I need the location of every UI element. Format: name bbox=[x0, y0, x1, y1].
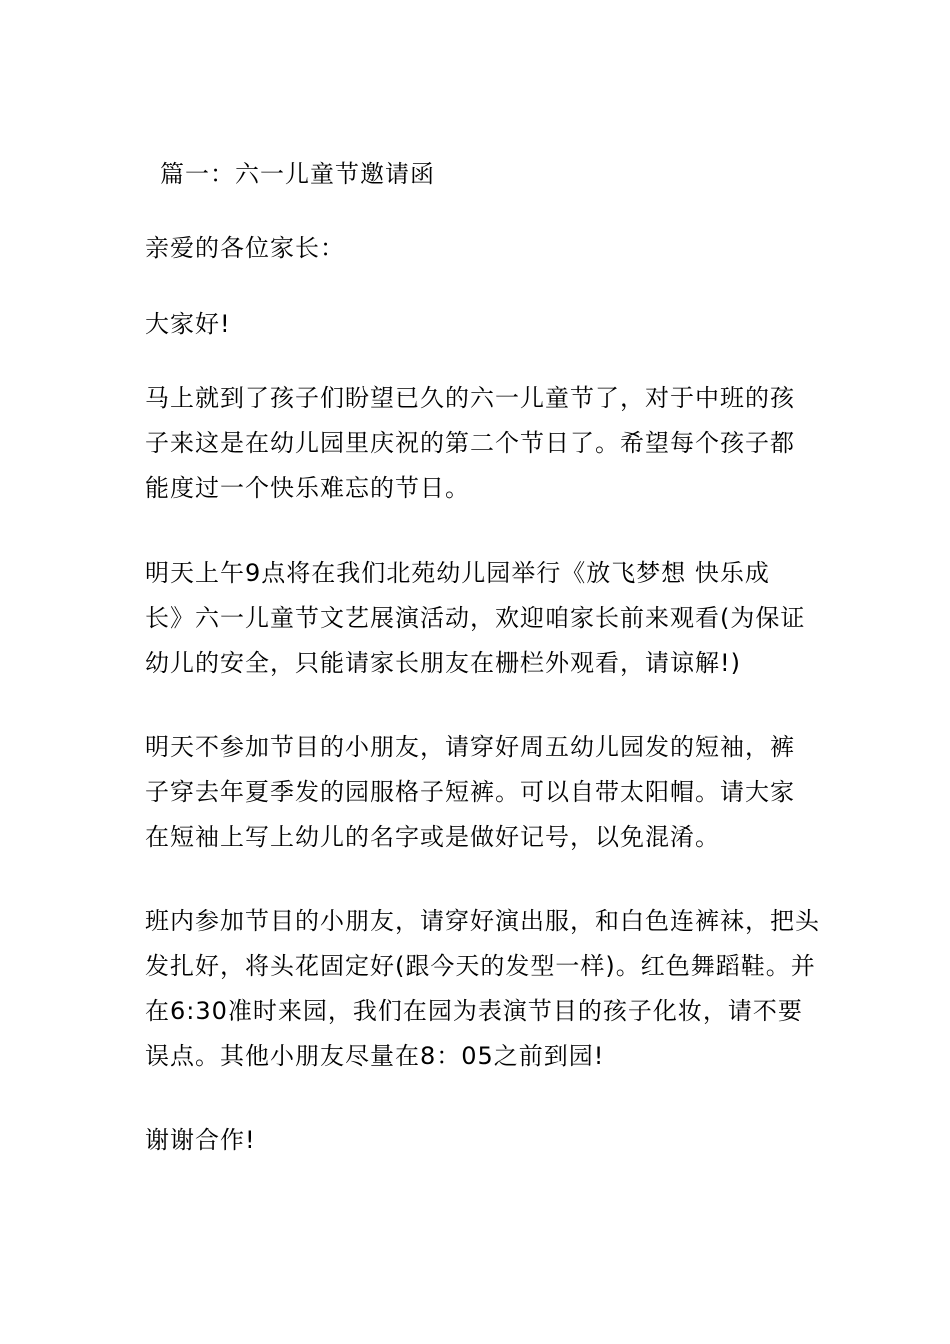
paragraph-line: 长》六一儿童节文艺展演活动，欢迎咱家长前来观看(为保证 bbox=[145, 604, 806, 632]
paragraph-line: 在短袖上写上幼儿的名字或是做好记号，以免混淆。 bbox=[145, 823, 720, 851]
paragraph-line: 幼儿的安全，只能请家长朋友在栅栏外观看，请谅解!) bbox=[145, 649, 741, 677]
paragraph-line: 班内参加节目的小朋友，请穿好演出服，和白色连裤袜，把头 bbox=[145, 907, 820, 935]
paragraph-line: 发扎好，将头花固定好(跟今天的发型一样)。红色舞蹈鞋。并 bbox=[145, 952, 816, 980]
paragraph-line: 误点。其他小朋友尽量在8：05之前到园! bbox=[145, 1042, 605, 1070]
paragraph-line: 马上就到了孩子们盼望已久的六一儿童节了，对于中班的孩 bbox=[145, 384, 795, 412]
paragraph-line: 明天上午9点将在我们北苑幼儿园举行《放飞梦想 快乐成 bbox=[145, 559, 770, 587]
paragraph-1 bbox=[145, 376, 810, 511]
greeting: 大家好! bbox=[145, 310, 231, 338]
closing: 谢谢合作! bbox=[145, 1126, 256, 1154]
paragraph-line: 明天不参加节目的小朋友，请穿好周五幼儿园发的短袖，裤 bbox=[145, 733, 795, 761]
paragraph-line: 子来这是在幼儿园里庆祝的第二个节日了。希望每个孩子都 bbox=[145, 429, 795, 457]
document-title: 篇一：六一儿童节邀请函 bbox=[160, 160, 435, 188]
paragraph-line: 在6:30准时来园，我们在园为表演节目的孩子化妆，请不要 bbox=[145, 997, 803, 1025]
paragraph-4 bbox=[145, 899, 820, 1079]
paragraph-line: 能度过一个快乐难忘的节日。 bbox=[145, 474, 470, 502]
paragraph-2 bbox=[145, 551, 810, 686]
salutation: 亲爱的各位家长： bbox=[145, 234, 345, 262]
paragraph-3 bbox=[145, 725, 810, 860]
paragraph-line: 子穿去年夏季发的园服格子短裤。可以自带太阳帽。请大家 bbox=[145, 778, 795, 806]
